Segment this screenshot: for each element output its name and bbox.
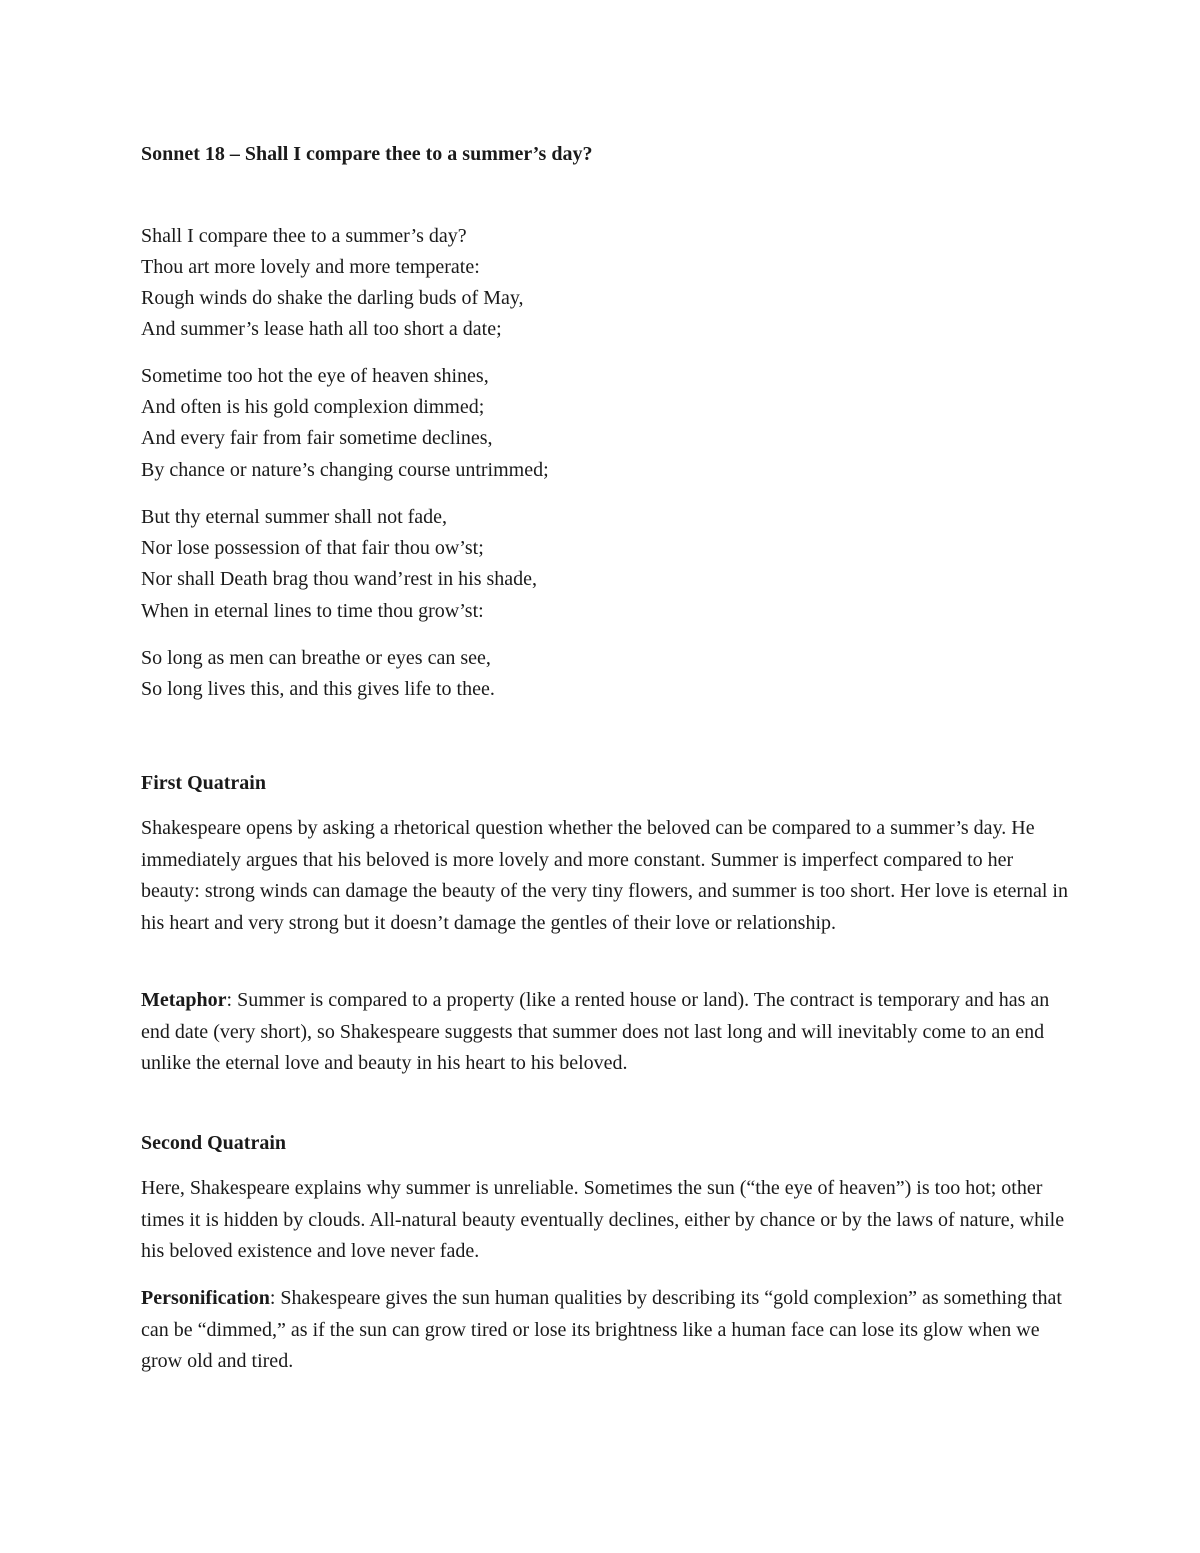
personification-term: Personification [141,1287,270,1309]
metaphor-term: Metaphor [141,989,227,1011]
second-quatrain-paragraph: Here, Shakespeare explains why summer is unreliable. Sometimes the sun (“the eye of heaven”) is too hot; other times it is hidden by clouds. All-natural beauty eventually declines, either by chance or by the laws of nature, while his beloved existence and love never fade. [141,1177,1065,1262]
poem-line: Nor shall Death brag thou wand’rest in his shade, [141,568,538,590]
personification-paragraph [141,1283,1071,1378]
poem-line: Nor lose possession of that fair thou ow’st; [141,537,484,559]
metaphor-text: : Summer is compared to a property (like a rented house or land). The contract is temporary and has an end date (very short), so Shakespeare suggests that summer does not last long and will inevitably come to an end unlike the eternal love and beauty in his heart to his beloved. [141,989,1050,1074]
poem-line: When in eternal lines to time thou grow’st: [141,600,484,622]
poem-line: And often is his gold complexion dimmed; [141,396,485,418]
poem-line: So long lives this, and this gives life to thee. [141,678,495,700]
personification-text: : Shakespeare gives the sun human qualities by describing its “gold complexion” as something that can be “dimmed,” as if the sun can grow tired or lose its brightness like a human face can lose its glow when we grow old and tired. [141,1287,1062,1372]
poem-line: Thou art more lovely and more temperate: [141,256,480,278]
document-title: Sonnet 18 – Shall I compare thee to a summer’s day? [141,143,593,165]
metaphor-paragraph [141,985,1071,1080]
poem-line: But thy eternal summer shall not fade, [141,506,448,528]
poem-line: And every fair from fair sometime declines, [141,427,493,449]
first-quatrain-paragraph: Shakespeare opens by asking a rhetorical question whether the beloved can be compared to a summer’s day. He immediately argues that his beloved is more lovely and more constant. Summer is imperfect compared to her beauty: strong winds can damage the beauty of the very tiny flowers, and summer is too short. Her love is eternal in his heart and very strong but it doesn’t damage the gentles of their love or relationship. [141,817,1068,934]
poem-line: And summer’s lease hath all too short a date; [141,318,502,340]
poem-line: Rough winds do shake the darling buds of May, [141,287,524,309]
poem-line: Sometime too hot the eye of heaven shines, [141,365,489,387]
section-heading-second-quatrain: Second Quatrain [141,1132,287,1154]
section-heading-first-quatrain: First Quatrain [141,772,266,794]
poem-line: Shall I compare thee to a summer’s day? [141,225,467,247]
poem-line: So long as men can breathe or eyes can see, [141,647,491,669]
poem-line: By chance or nature’s changing course untrimmed; [141,459,549,481]
